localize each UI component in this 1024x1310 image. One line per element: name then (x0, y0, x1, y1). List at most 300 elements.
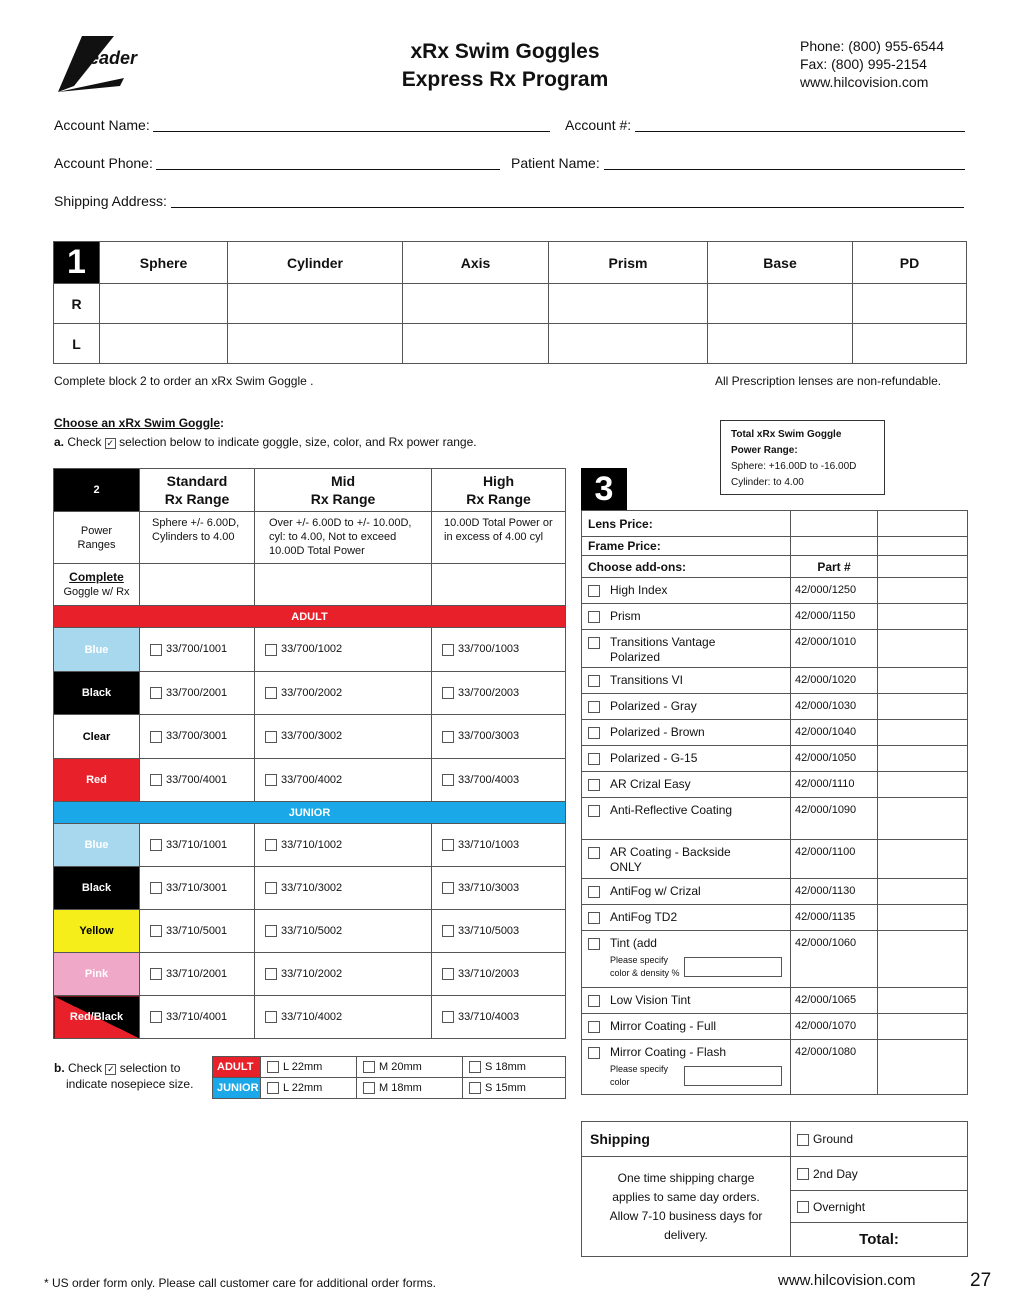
part-number: 33/710/3002 (281, 881, 343, 894)
goggle-option[interactable] (255, 996, 432, 1039)
row-left-label: L (54, 324, 100, 364)
checkbox[interactable] (588, 938, 600, 950)
checkbox[interactable] (588, 912, 600, 924)
addon-name: Low Vision Tint (610, 993, 691, 1007)
goggle-option[interactable] (432, 715, 566, 759)
addon-price[interactable] (878, 604, 968, 630)
checkbox[interactable] (442, 731, 454, 743)
part-number: 33/700/3002 (281, 730, 343, 743)
addon-name: Transitions VI (610, 673, 683, 687)
nose-b-label: b. (54, 1061, 65, 1075)
nose-adult-l[interactable] (261, 1057, 357, 1078)
part-header-total (878, 556, 968, 578)
checkbox[interactable] (265, 687, 277, 699)
choose-heading (54, 416, 224, 430)
leader-logo (54, 34, 166, 94)
addon-price[interactable] (878, 630, 968, 668)
addon-name: Mirror Coating - Full (610, 1019, 717, 1033)
addon-price[interactable] (878, 931, 968, 988)
addon-part-number: 42/000/1150 (791, 604, 878, 630)
goggle-option[interactable] (255, 628, 432, 672)
shipping-note: One time shipping charge applies to same day orders. Allow 7-10 business days for delivery. (582, 1157, 791, 1257)
goggle-row (54, 867, 566, 910)
addon-row (582, 798, 968, 840)
addon-name: Transitions Vantage Polarized (610, 635, 716, 664)
complete-high[interactable] (432, 564, 566, 606)
goggle-row (54, 759, 566, 802)
addon-price[interactable] (878, 798, 968, 840)
patient-name-label: Patient Name: (511, 155, 600, 171)
checkbox[interactable] (150, 882, 162, 894)
goggle-option[interactable] (140, 759, 255, 802)
contact-info (800, 37, 944, 91)
goggle-option[interactable] (140, 867, 255, 910)
addon-price[interactable] (878, 772, 968, 798)
r-axis[interactable] (403, 284, 549, 324)
goggle-row (54, 628, 566, 672)
power-label-1: Power (80, 524, 113, 537)
col-mid-l2: Rx Range (310, 491, 376, 507)
addon-part-number: 42/000/1130 (791, 879, 878, 905)
ship-overnight-label: Overnight (813, 1199, 866, 1214)
goggle-option[interactable] (432, 996, 566, 1039)
website: www.hilcovision.com (800, 74, 929, 90)
part-number: 33/710/5001 (166, 924, 228, 937)
lens-price-value[interactable] (791, 511, 878, 537)
checkbox[interactable] (588, 805, 600, 817)
part-number: 33/710/2001 (166, 967, 228, 980)
check-icon: ✓ (106, 438, 114, 448)
phone: Phone: (800) 955-6544 (800, 38, 944, 54)
frame-price-label: Frame Price: (582, 537, 791, 556)
checkbox[interactable] (442, 968, 454, 980)
goggle-option[interactable] (255, 953, 432, 996)
size-label: M 20mm (379, 1060, 422, 1073)
checkbox[interactable] (797, 1201, 809, 1213)
addon-part-number: 42/000/1100 (791, 840, 878, 879)
check-icon: ✓ (107, 1064, 115, 1074)
footer-note: * US order form only. Please call customer care for additional order forms. (44, 1276, 436, 1290)
addon-row (582, 1014, 968, 1040)
nosepiece-table (212, 1056, 566, 1099)
r-base[interactable] (708, 284, 853, 324)
ship-2nd-day-label: 2nd Day (813, 1166, 858, 1181)
r-prism[interactable] (549, 284, 708, 324)
addon-option[interactable] (582, 879, 791, 905)
addon-row (582, 772, 968, 798)
account-name-label: Account Name: (54, 117, 150, 133)
goggle-option[interactable] (140, 910, 255, 953)
addon-name: AntiFog TD2 (610, 910, 678, 924)
goggle-option[interactable] (255, 715, 432, 759)
addon-rows (582, 578, 968, 1095)
addon-option[interactable] (582, 772, 791, 798)
page-title (360, 38, 650, 94)
checkbox[interactable] (588, 727, 600, 739)
checkbox[interactable] (150, 687, 162, 699)
checkbox[interactable] (267, 1082, 279, 1094)
power-ranges-label (54, 512, 140, 564)
part-number: 33/700/1002 (281, 643, 343, 656)
checkbox[interactable] (469, 1082, 481, 1094)
lens-price-total[interactable] (878, 511, 968, 537)
nose-adult-m[interactable] (357, 1057, 463, 1078)
nose-b-text-3: indicate nosepiece size. (66, 1077, 194, 1091)
part-number: 33/700/3003 (458, 730, 520, 743)
goggle-option[interactable] (140, 996, 255, 1039)
header-sphere: Sphere (100, 242, 228, 284)
l-prism[interactable] (549, 324, 708, 364)
specify-label: Please specify color (610, 1064, 669, 1087)
addon-option[interactable] (582, 720, 791, 746)
addon-option[interactable] (582, 988, 791, 1014)
part-number: 33/710/5002 (281, 924, 343, 937)
checkbox[interactable] (588, 995, 600, 1007)
addon-price[interactable] (878, 879, 968, 905)
goggle-option[interactable] (255, 759, 432, 802)
specify-row (610, 1063, 790, 1089)
goggle-option[interactable] (432, 672, 566, 715)
complete-label-2: Goggle w/ Rx (63, 585, 130, 598)
size-label: S 15mm (485, 1081, 526, 1094)
checkbox[interactable] (442, 882, 454, 894)
range-mid: Over +/- 6.00D to +/- 10.00D, cyl: to 4.00, Not to exceed 10.00D Total Power (255, 512, 432, 564)
block-3-number: 3 (581, 468, 627, 510)
l-sphere[interactable] (100, 324, 228, 364)
col-standard-l2: Rx Range (164, 491, 230, 507)
checkbox[interactable] (588, 701, 600, 713)
col-standard (140, 469, 255, 512)
addon-price[interactable] (878, 694, 968, 720)
goggle-option[interactable] (255, 672, 432, 715)
addon-part-number: 42/000/1080 (791, 1040, 878, 1095)
checkbox[interactable] (265, 925, 277, 937)
header-prism: Prism (549, 242, 708, 284)
addon-name: Mirror Coating - Flash (610, 1045, 727, 1059)
checkbox[interactable] (265, 968, 277, 980)
choose-a-text-2: selection below to indicate goggle, size, color, and Rx power range. (119, 435, 477, 449)
l-base[interactable] (708, 324, 853, 364)
l-cylinder[interactable] (228, 324, 403, 364)
checkbox[interactable] (442, 839, 454, 851)
checkbox[interactable] (150, 968, 162, 980)
nose-adult-s[interactable] (463, 1057, 566, 1078)
color-swatch: Blue (54, 628, 140, 672)
part-number: 33/710/4003 (458, 1010, 520, 1023)
part-number: 33/700/3001 (166, 730, 228, 743)
checkbox[interactable] (150, 774, 162, 786)
checkbox[interactable] (150, 839, 162, 851)
range-high: 10.00D Total Power or in excess of 4.00 cyl (432, 512, 566, 564)
goggle-table (53, 468, 566, 1039)
part-number: 33/700/2003 (458, 686, 520, 699)
checkbox[interactable] (588, 675, 600, 687)
checkbox[interactable] (265, 644, 277, 656)
addon-part-number: 42/000/1060 (791, 931, 878, 988)
part-number: 33/700/1001 (166, 643, 228, 656)
checkbox[interactable] (150, 925, 162, 937)
fax: Fax: (800) 995-2154 (800, 56, 927, 72)
addon-price[interactable] (878, 840, 968, 879)
addon-row (582, 840, 968, 879)
shipping-address-field[interactable] (171, 207, 964, 208)
checkbox[interactable] (265, 1011, 277, 1023)
header-axis: Axis (403, 242, 549, 284)
addon-part-number: 42/000/1135 (791, 905, 878, 931)
junior-band: JUNIOR (54, 802, 566, 824)
complete-mid[interactable] (255, 564, 432, 606)
col-high-l1: High (482, 473, 515, 489)
addon-price[interactable] (878, 905, 968, 931)
checkbox[interactable] (265, 731, 277, 743)
choose-a-text-1: Check (67, 435, 102, 449)
ship-ground-label: Ground (813, 1132, 854, 1146)
account-name-field[interactable] (153, 131, 550, 132)
frame-price-total[interactable] (878, 537, 968, 556)
addon-row (582, 668, 968, 694)
header-pd: PD (853, 242, 967, 284)
checkbox[interactable] (150, 731, 162, 743)
addon-name: Polarized - G-15 (610, 751, 698, 765)
addon-option[interactable] (582, 746, 791, 772)
total-label: Total: (791, 1223, 968, 1257)
goggle-option[interactable] (140, 824, 255, 867)
part-number: 33/710/4001 (166, 1010, 228, 1023)
color-swatch: Blue (54, 824, 140, 867)
shipping-address-label: Shipping Address: (54, 193, 167, 209)
addon-option[interactable] (582, 604, 791, 630)
checkbox[interactable] (363, 1082, 375, 1094)
title-line-2: Express Rx Program (401, 68, 609, 91)
addon-option[interactable] (582, 1014, 791, 1040)
nose-junior-label: JUNIOR (213, 1078, 261, 1099)
specify-row (610, 954, 790, 980)
goggle-row (54, 953, 566, 996)
complete-standard[interactable] (140, 564, 255, 606)
r-pd[interactable] (853, 284, 967, 324)
addon-price[interactable] (878, 988, 968, 1014)
addon-price[interactable] (878, 668, 968, 694)
checkbox[interactable] (469, 1061, 481, 1073)
addon-row (582, 879, 968, 905)
addon-row (582, 578, 968, 604)
l-pd[interactable] (853, 324, 967, 364)
specify-input[interactable] (684, 1066, 782, 1086)
col-mid (255, 469, 432, 512)
addon-price[interactable] (878, 1014, 968, 1040)
part-number: 33/710/2002 (281, 967, 343, 980)
nose-junior-m[interactable] (357, 1078, 463, 1099)
part-number: 33/700/4002 (281, 773, 343, 786)
junior-rows (54, 824, 566, 1039)
checkbox[interactable] (588, 779, 600, 791)
goggle-option[interactable] (140, 628, 255, 672)
addon-option[interactable] (582, 931, 791, 988)
goggle-option[interactable] (140, 953, 255, 996)
addon-option[interactable] (582, 840, 791, 879)
nose-junior-s[interactable] (463, 1078, 566, 1099)
checkbox[interactable] (442, 644, 454, 656)
checkbox[interactable] (588, 611, 600, 623)
choose-heading-text: Choose an xRx Swim Goggle (54, 416, 221, 430)
checkbox[interactable] (442, 774, 454, 786)
account-phone-field[interactable] (156, 169, 500, 170)
color-swatch: Clear (54, 715, 140, 759)
col-high (432, 469, 566, 512)
block-1-note-left: Complete block 2 to order an xRx Swim Goggle . (54, 374, 314, 388)
checkbox[interactable] (588, 1021, 600, 1033)
checkbox[interactable] (150, 644, 162, 656)
range-standard: Sphere +/- 6.00D, Cylinders to 4.00 (140, 512, 255, 564)
addon-name: AR Crizal Easy (610, 777, 691, 791)
rx-table (53, 241, 967, 364)
footer-website: www.hilcovision.com (778, 1272, 916, 1289)
specify-input[interactable] (684, 957, 782, 977)
addon-row (582, 694, 968, 720)
addon-part-number: 42/000/1070 (791, 1014, 878, 1040)
addon-part-number: 42/000/1110 (791, 772, 878, 798)
checkbox[interactable] (797, 1134, 809, 1146)
account-phone-label: Account Phone: (54, 155, 153, 171)
ship-ground[interactable] (791, 1122, 968, 1157)
r-cylinder[interactable] (228, 284, 403, 324)
addon-option[interactable] (582, 1040, 791, 1095)
page-number: 27 (970, 1270, 992, 1291)
part-number: 33/710/3001 (166, 881, 228, 894)
addon-name: Polarized - Brown (610, 725, 705, 739)
block-2-number: 2 (54, 469, 140, 512)
addon-part-number: 42/000/1090 (791, 798, 878, 840)
goggle-option[interactable] (140, 715, 255, 759)
frame-price-value[interactable] (791, 537, 878, 556)
choose-heading-colon: : (220, 416, 225, 430)
checkbox[interactable] (265, 774, 277, 786)
addon-price[interactable] (878, 746, 968, 772)
addon-price[interactable] (878, 720, 968, 746)
ship-overnight[interactable] (791, 1191, 968, 1223)
addon-option[interactable] (582, 798, 791, 840)
goggle-option[interactable] (432, 910, 566, 953)
l-axis[interactable] (403, 324, 549, 364)
color-swatch: Red/Black (54, 996, 140, 1039)
goggle-row (54, 824, 566, 867)
checkbox[interactable] (267, 1061, 279, 1073)
addon-option[interactable] (582, 905, 791, 931)
addon-name: AntiFog w/ Crizal (610, 884, 701, 898)
shipping-table (581, 1121, 968, 1257)
account-number-field[interactable] (635, 131, 965, 132)
account-number-label: Account #: (565, 117, 632, 133)
color-swatch: Pink (54, 953, 140, 996)
addon-option[interactable] (582, 578, 791, 604)
checkbox[interactable] (588, 585, 600, 597)
goggle-option[interactable] (432, 824, 566, 867)
addon-price[interactable] (878, 578, 968, 604)
nosepiece-instruction (54, 1060, 193, 1092)
power-label-2: Ranges (77, 538, 116, 551)
adult-rows (54, 628, 566, 802)
complete-label-1: Complete (69, 569, 124, 584)
part-number: 33/710/1001 (166, 838, 228, 851)
goggle-row (54, 910, 566, 953)
addon-part-number: 42/000/1040 (791, 720, 878, 746)
color-swatch: Black (54, 672, 140, 715)
nose-adult-label: ADULT (213, 1057, 261, 1078)
adult-band: ADULT (54, 606, 566, 628)
addon-part-number: 42/000/1065 (791, 988, 878, 1014)
part-number: 33/710/1003 (458, 838, 520, 851)
addon-option[interactable] (582, 668, 791, 694)
color-swatch: Yellow (54, 910, 140, 953)
checkbox[interactable] (588, 637, 600, 649)
patient-name-field[interactable] (604, 169, 965, 170)
addon-row (582, 720, 968, 746)
block-1-number: 1 (54, 242, 100, 284)
color-swatch: Red (54, 759, 140, 802)
goggle-option[interactable] (255, 910, 432, 953)
power-box-line-1: Total xRx Swim Goggle (731, 429, 842, 440)
checkbox[interactable] (588, 753, 600, 765)
choose-instruction (54, 435, 477, 449)
r-sphere[interactable] (100, 284, 228, 324)
addon-option[interactable] (582, 694, 791, 720)
addon-row (582, 1040, 968, 1095)
goggle-option[interactable] (255, 824, 432, 867)
checkbox[interactable] (150, 1011, 162, 1023)
col-high-l2: Rx Range (466, 491, 531, 507)
checkbox[interactable] (442, 1011, 454, 1023)
part-number: 33/700/2002 (281, 686, 343, 699)
addon-row (582, 630, 968, 668)
nose-b-text-1: Check (68, 1061, 103, 1075)
goggle-option[interactable] (432, 628, 566, 672)
nose-junior-l[interactable] (261, 1078, 357, 1099)
lens-price-label: Lens Price: (582, 511, 791, 537)
goggle-option[interactable] (432, 953, 566, 996)
addon-row (582, 746, 968, 772)
size-label: L 22mm (283, 1081, 323, 1094)
color-swatch: Black (54, 867, 140, 910)
goggle-row (54, 715, 566, 759)
addons-table (581, 510, 968, 1095)
power-box-line-2: Power Range: (731, 445, 798, 456)
ship-2nd-day[interactable] (791, 1157, 968, 1191)
goggle-option[interactable] (432, 867, 566, 910)
checkbox[interactable] (588, 1047, 600, 1059)
col-standard-l1: Standard (166, 473, 228, 489)
checkbox[interactable] (588, 847, 600, 859)
goggle-option[interactable] (140, 672, 255, 715)
addon-option[interactable] (582, 630, 791, 668)
specify-label: Please specify color & density % (610, 955, 680, 978)
goggle-option[interactable] (432, 759, 566, 802)
checkbox[interactable] (442, 687, 454, 699)
checkbox[interactable] (797, 1168, 809, 1180)
checkbox[interactable] (363, 1061, 375, 1073)
size-label: M 18mm (379, 1081, 422, 1094)
addon-name: Polarized - Gray (610, 699, 697, 713)
checkbox[interactable] (588, 886, 600, 898)
choose-a-label: a. (54, 435, 65, 449)
checkbox[interactable] (265, 839, 277, 851)
addon-name: AR Coating - Backside ONLY (610, 845, 731, 874)
checkbox[interactable] (265, 882, 277, 894)
checkbox[interactable] (442, 925, 454, 937)
goggle-option[interactable] (255, 867, 432, 910)
part-number: 33/710/3003 (458, 881, 520, 894)
block-1-note-right: All Prescription lenses are non-refundable. (715, 374, 942, 388)
addon-price[interactable] (878, 1040, 968, 1095)
